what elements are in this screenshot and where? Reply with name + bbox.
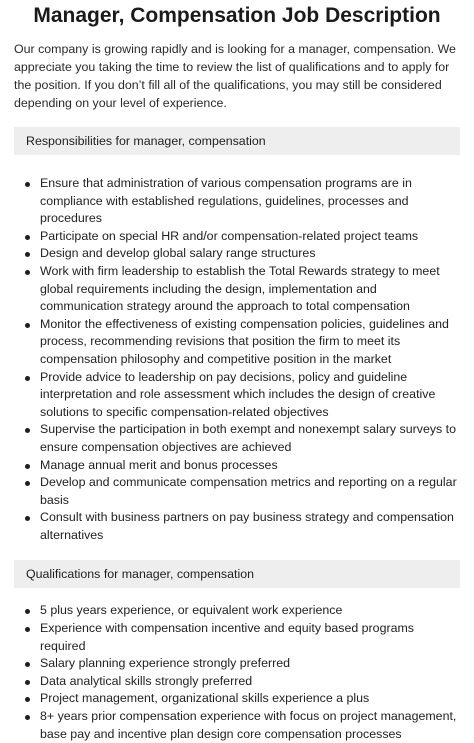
bullet-icon — [25, 680, 30, 685]
list-item — [14, 175, 460, 228]
responsibilities-list — [14, 175, 460, 544]
list-item-text: Ensure that administration of various compensation programs are in compliance with established regulations, guidelines, processes and procedures — [40, 176, 412, 226]
list-item-text: Participate on special HR and/or compensation-related project teams — [40, 228, 419, 243]
list-item — [14, 245, 460, 263]
list-item-text: Develop and communicate compensation metrics and reporting on a regular basis — [40, 475, 457, 507]
list-item — [14, 228, 460, 246]
list-item-text: Manage annual merit and bonus processes — [40, 457, 278, 472]
list-item — [14, 655, 460, 673]
list-item — [14, 369, 460, 422]
bullet-icon — [25, 516, 30, 521]
list-item — [14, 474, 460, 509]
bullet-icon — [25, 627, 30, 632]
list-item — [14, 690, 460, 708]
list-item-text: 8+ years prior compensation experience with focus on project management, base pay and incentive plan design core compensation processes — [40, 709, 457, 741]
bullet-icon — [25, 252, 30, 257]
list-item-text: Experience with compensation incentive and equity based programs required — [40, 621, 414, 653]
bullet-icon — [25, 376, 30, 381]
bullet-icon — [25, 464, 30, 469]
list-item-text: Supervise the participation in both exempt and nonexempt salary surveys to ensure compensation objectives are achieved — [40, 422, 457, 454]
list-item-text: 5 plus years experience, or equivalent work experience — [40, 603, 343, 618]
bullet-icon — [25, 270, 30, 275]
list-item-text: Salary planning experience strongly preferred — [40, 656, 291, 671]
list-item — [14, 457, 460, 475]
list-item-text: Data analytical skills strongly preferred — [40, 673, 253, 688]
list-item — [14, 708, 460, 743]
qualifications-heading: Qualifications for manager, compensation — [14, 560, 460, 588]
list-item — [14, 673, 460, 691]
bullet-icon — [25, 697, 30, 702]
list-item-text: Monitor the effectiveness of existing compensation policies, guidelines and process, recommending revisions that position the firm to meet its compensation philosophy and competitive position in the market — [40, 316, 449, 366]
list-item — [14, 602, 460, 620]
bullet-icon — [25, 609, 30, 614]
bullet-icon — [25, 428, 30, 433]
qualifications-list — [14, 602, 460, 743]
list-item — [14, 421, 460, 456]
bullet-icon — [25, 662, 30, 667]
page-title: Manager, Compensation Job Description — [33, 4, 441, 27]
list-item-text: Consult with business partners on pay business strategy and compensation alternatives — [40, 510, 454, 542]
list-item-text: Work with firm leadership to establish the Total Rewards strategy to meet global requirements including the design, implementation and communication strategy around the approach to total compensation — [40, 263, 440, 314]
list-item — [14, 316, 460, 369]
bullet-icon — [25, 323, 30, 328]
intro-paragraph: Our company is growing rapidly and is looking for a manager, compensation. We appreciate you taking the time to review the list of qualifications and to apply for the position. If you don’t fill all of the qualifications, you may still be considered depending on your level of experience. — [14, 42, 456, 110]
list-item-text: Provide advice to leadership on pay decisions, policy and guideline interpretation and role assessment which includes the design of creative solutions to specific compensation-related objectives — [40, 369, 436, 419]
list-item-text: Project management, organizational skills experience a plus — [40, 691, 370, 706]
list-item — [14, 620, 460, 655]
responsibilities-heading: Responsibilities for manager, compensation — [14, 127, 460, 155]
list-item — [14, 509, 460, 544]
bullet-icon — [25, 182, 30, 187]
bullet-icon — [25, 715, 30, 720]
bullet-icon — [25, 481, 30, 486]
list-item-text: Design and develop global salary range structures — [40, 246, 316, 261]
list-item — [14, 263, 460, 316]
bullet-icon — [25, 235, 30, 240]
